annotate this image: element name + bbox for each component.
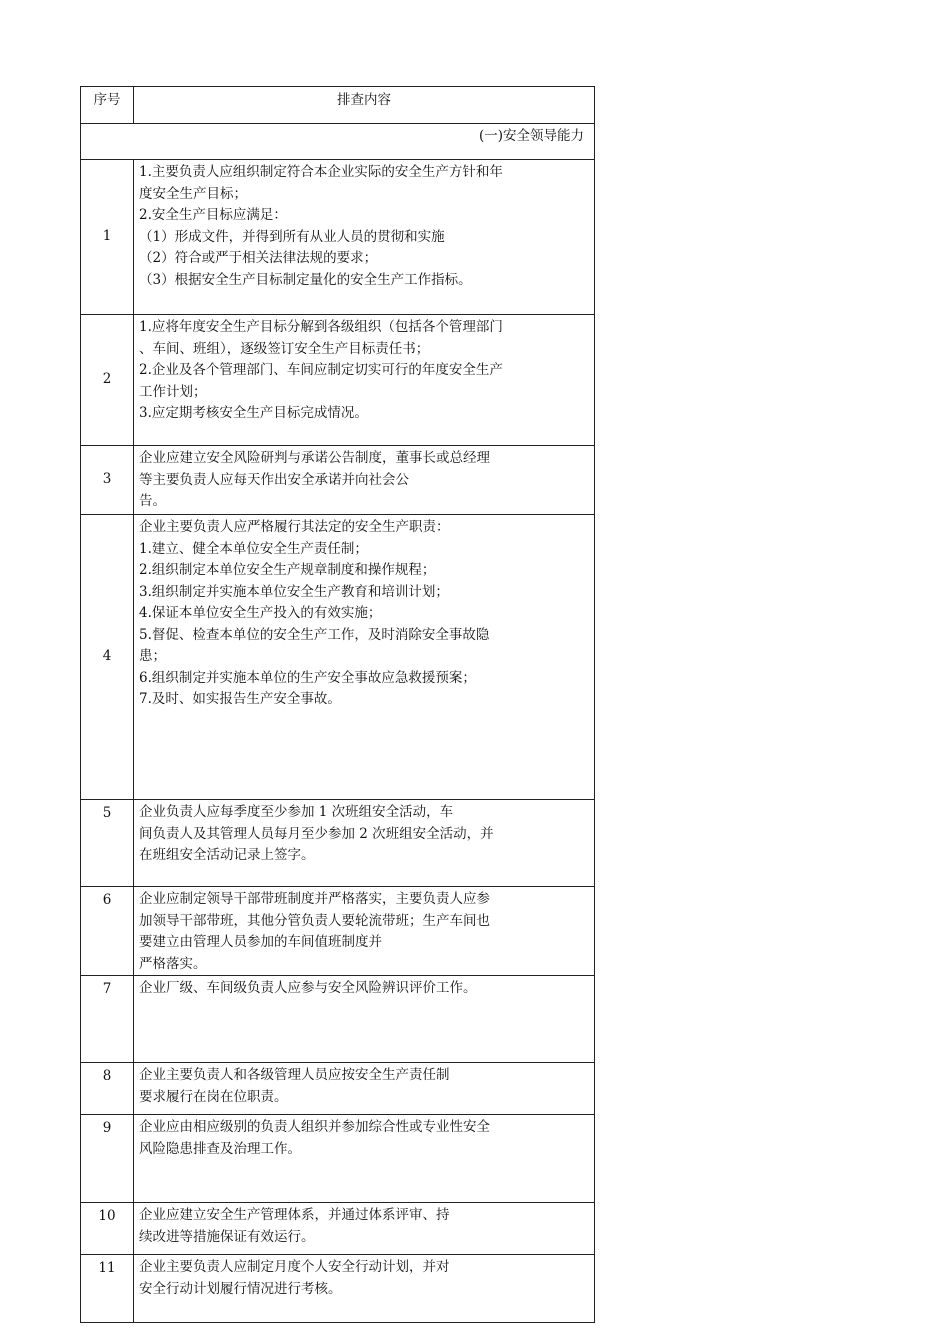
row-content xyxy=(134,160,595,315)
content-line: 企业负责人应每季度至少参加 1 次班组安全活动，车 xyxy=(139,804,454,820)
table-row xyxy=(81,515,595,800)
content-line: 1.应将年度安全生产目标分解到各级组织（包括各个管理部门 xyxy=(139,319,503,335)
row-content xyxy=(134,1203,595,1255)
section-row xyxy=(81,124,595,160)
content-line: 等主要负责人应每天作出安全承诺并向社会公 xyxy=(139,471,409,488)
table-row xyxy=(81,160,595,315)
content-line: 加领导干部带班，其他分管负责人要轮流带班；生产车间也 xyxy=(139,912,490,929)
row-index: 8 xyxy=(81,1063,134,1115)
row-content xyxy=(134,800,595,887)
row-index: 4 xyxy=(81,515,134,800)
content-line: 告。 xyxy=(139,493,166,509)
content-line: 要建立由管理人员参加的车间值班制度并 xyxy=(139,934,382,950)
content-line: 1.建立、健全本单位安全生产责任制； xyxy=(139,540,368,557)
row-content xyxy=(134,1063,595,1115)
table-row xyxy=(81,446,595,515)
section-title: (一)安全领导能力 xyxy=(81,124,595,160)
content-line: 企业主要负责人应制定月度个人安全行动计划，并对 xyxy=(139,1259,450,1275)
row-content xyxy=(134,515,595,800)
content-line: 1.主要负责人应组织制定符合本企业实际的安全生产方针和年 xyxy=(139,164,503,180)
row-index: 10 xyxy=(81,1203,134,1255)
content-line: 在班组安全活动记录上签字。 xyxy=(139,847,315,863)
row-content xyxy=(134,1115,595,1203)
content-line: 安全行动计划履行情况进行考核。 xyxy=(139,1280,342,1297)
header-content: 排查内容 xyxy=(134,87,595,124)
row-index: 3 xyxy=(81,446,134,515)
row-index: 6 xyxy=(81,887,134,976)
content-line: 3.组织制定并实施本单位安全生产教育和培训计划； xyxy=(139,583,449,600)
row-index: 7 xyxy=(81,976,134,1063)
content-line: 要求履行在岗在位职责。 xyxy=(139,1088,288,1105)
table-row xyxy=(81,1255,595,1323)
content-line: 企业应建立安全生产管理体系，并通过体系评审、持 xyxy=(139,1207,450,1223)
table-row xyxy=(81,315,595,446)
table-row xyxy=(81,887,595,976)
content-line: 5.督促、检查本单位的安全生产工作，及时消除安全事故隐 xyxy=(139,626,490,643)
table-row xyxy=(81,1115,595,1203)
content-line: 企业应制定领导干部带班制度并严格落实，主要负责人应参 xyxy=(139,891,490,907)
table-row xyxy=(81,800,595,887)
row-index: 5 xyxy=(81,800,134,887)
row-index: 9 xyxy=(81,1115,134,1203)
content-line: （2）符合或严于相关法律法规的要求； xyxy=(139,250,378,266)
inspection-table xyxy=(80,86,595,1323)
content-line: 严格落实。 xyxy=(139,955,207,972)
row-index: 1 xyxy=(81,160,134,315)
inspection-sheet xyxy=(80,86,595,1323)
content-line: 6.组织制定并实施本单位的生产安全事故应急救援预案； xyxy=(139,669,476,686)
content-line: 续改进等措施保证有效运行。 xyxy=(139,1228,315,1245)
content-line: 2.安全生产目标应满足： xyxy=(139,207,287,223)
row-content xyxy=(134,446,595,515)
content-line: 4.保证本单位安全生产投入的有效实施； xyxy=(139,605,382,621)
content-line: 企业厂级、车间级负责人应参与安全风险辨识评价工作。 xyxy=(139,980,477,996)
content-line: （3）根据安全生产目标制定量化的安全生产工作指标。 xyxy=(139,271,472,288)
row-content xyxy=(134,315,595,446)
content-line: 度安全生产目标； xyxy=(139,185,247,202)
row-index: 2 xyxy=(81,315,134,446)
content-line: 间负责人及其管理人员每月至少参加 2 次班组安全活动，并 xyxy=(139,825,494,842)
row-content xyxy=(134,887,595,976)
table-row xyxy=(81,976,595,1063)
content-line: 工作计划； xyxy=(139,383,207,400)
content-line: 患； xyxy=(139,648,166,664)
row-content xyxy=(134,976,595,1063)
content-line: 企业应建立安全风险研判与承诺公告制度，董事长或总经理 xyxy=(139,450,490,466)
row-content xyxy=(134,1255,595,1323)
content-line: 3.应定期考核安全生产目标完成情况。 xyxy=(139,405,368,421)
table-row xyxy=(81,1063,595,1115)
content-line: 企业主要负责人应严格履行其法定的安全生产职责： xyxy=(139,519,450,535)
content-line: 7.及时、如实报告生产安全事故。 xyxy=(139,691,341,707)
content-line: 2.组织制定本单位安全生产规章制度和操作规程； xyxy=(139,562,436,578)
content-line: 企业主要负责人和各级管理人员应按安全生产责任制 xyxy=(139,1067,450,1083)
header-index: 序号 xyxy=(81,87,134,124)
row-index: 11 xyxy=(81,1255,134,1323)
content-line: （1）形成文件，并得到所有从业人员的贯彻和实施 xyxy=(139,228,445,245)
table-header-row xyxy=(81,87,595,124)
content-line: 2.企业及各个管理部门、车间应制定切实可行的年度安全生产 xyxy=(139,362,503,378)
content-line: 企业应由相应级别的负责人组织并参加综合性或专业性安全 xyxy=(139,1119,490,1135)
content-line: 风险隐患排查及治理工作。 xyxy=(139,1140,301,1157)
table-row xyxy=(81,1203,595,1255)
content-line: 、车间、班组），逐级签订安全生产目标责任书； xyxy=(139,340,430,357)
